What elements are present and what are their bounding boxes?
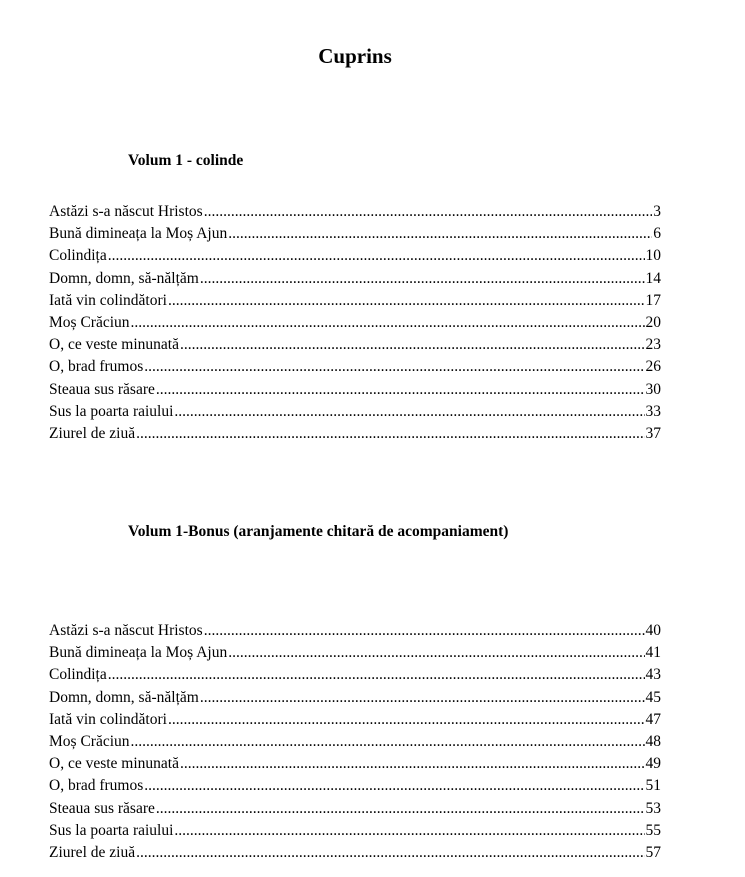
toc-entry-page-number: 33 bbox=[645, 402, 661, 420]
toc-entry bbox=[49, 644, 661, 666]
toc-entry-title: O, ce veste minunată bbox=[49, 755, 179, 773]
toc-entry bbox=[49, 403, 661, 425]
dot-leader bbox=[180, 336, 645, 354]
dot-leader bbox=[228, 644, 644, 662]
toc-entry-page-number: 23 bbox=[645, 336, 661, 354]
toc-entry-title: Sus la poarta raiului bbox=[49, 402, 174, 420]
toc-entry-page-number: 57 bbox=[645, 843, 661, 861]
toc-list-volum-1 bbox=[49, 203, 661, 447]
toc-entry bbox=[49, 314, 661, 336]
toc-entry-page-number: 41 bbox=[645, 644, 661, 662]
toc-entry bbox=[49, 666, 661, 688]
toc-entry-page-number: 45 bbox=[645, 688, 661, 706]
section-heading-volum-1: Volum 1 - colinde bbox=[128, 152, 244, 169]
dot-leader bbox=[144, 777, 644, 795]
toc-entry-title: Astăzi s-a născut Hristos bbox=[49, 203, 203, 220]
dot-leader bbox=[131, 314, 645, 332]
dot-leader bbox=[204, 203, 653, 221]
toc-entry bbox=[49, 292, 661, 314]
toc-entry bbox=[49, 800, 661, 822]
toc-entry-page-number: 43 bbox=[645, 666, 661, 684]
toc-entry-page-number: 10 bbox=[645, 247, 661, 265]
toc-entry-title: Domn, domn, să-nălțăm bbox=[49, 688, 199, 706]
toc-entry bbox=[49, 336, 661, 358]
toc-entry-page-number: 30 bbox=[645, 380, 661, 398]
toc-entry-page-number: 53 bbox=[645, 799, 661, 817]
toc-entry-page-number: 6 bbox=[653, 225, 661, 243]
toc-entry-title: Bună dimineața la Moș Ajun bbox=[49, 225, 228, 243]
toc-entry bbox=[49, 844, 661, 866]
toc-entry-page-number: 17 bbox=[645, 291, 661, 309]
toc-entry bbox=[49, 622, 661, 644]
toc-entry bbox=[49, 755, 661, 777]
toc-entry-title: O, brad frumos bbox=[49, 358, 144, 376]
page-title: Cuprins bbox=[318, 44, 392, 68]
dot-leader bbox=[136, 844, 644, 862]
toc-entry-title: Colindița bbox=[49, 247, 107, 265]
toc-entry bbox=[49, 358, 661, 380]
toc-entry-title: Iată vin colindători bbox=[49, 291, 167, 309]
toc-entry-page-number: 55 bbox=[645, 821, 661, 839]
toc-entry bbox=[49, 711, 661, 733]
toc-entry bbox=[49, 733, 661, 755]
toc-entry-title: O, brad frumos bbox=[49, 777, 144, 795]
toc-entry-page-number: 47 bbox=[645, 710, 661, 728]
toc-entry-page-number: 48 bbox=[645, 732, 661, 750]
toc-entry bbox=[49, 425, 661, 447]
toc-entry bbox=[49, 203, 661, 225]
toc-entry-title: Astăzi s-a născut Hristos bbox=[49, 622, 203, 639]
dot-leader bbox=[136, 425, 644, 443]
dot-leader bbox=[168, 711, 645, 729]
toc-entry bbox=[49, 247, 661, 269]
toc-entry-title: Moș Crăciun bbox=[49, 732, 130, 750]
toc-entry-page-number: 26 bbox=[645, 358, 661, 376]
dot-leader bbox=[144, 358, 644, 376]
dot-leader bbox=[228, 225, 652, 243]
section-heading-volum-1-bonus: Volum 1-Bonus (aranjamente chitară de acompaniament) bbox=[128, 523, 509, 540]
dot-leader bbox=[200, 689, 645, 707]
dot-leader bbox=[131, 733, 645, 751]
toc-entry-page-number: 37 bbox=[645, 424, 661, 442]
toc-entry-title: Steaua sus răsare bbox=[49, 799, 155, 817]
toc-entry-page-number: 40 bbox=[645, 622, 661, 639]
toc-entry-page-number: 49 bbox=[645, 755, 661, 773]
toc-entry-page-number: 3 bbox=[653, 203, 661, 220]
toc-entry-title: Domn, domn, să-nălțăm bbox=[49, 269, 199, 287]
toc-entry-title: Iată vin colindători bbox=[49, 710, 167, 728]
dot-leader bbox=[180, 755, 645, 773]
toc-entry bbox=[49, 822, 661, 844]
toc-entry-title: Ziurel de ziuă bbox=[49, 843, 136, 861]
dot-leader bbox=[174, 403, 644, 421]
dot-leader bbox=[156, 381, 645, 399]
dot-leader bbox=[204, 622, 645, 640]
toc-entry-title: Ziurel de ziuă bbox=[49, 424, 136, 442]
dot-leader bbox=[108, 247, 645, 265]
dot-leader bbox=[174, 822, 644, 840]
toc-entry-page-number: 20 bbox=[645, 313, 661, 331]
toc-entry-title: Sus la poarta raiului bbox=[49, 821, 174, 839]
toc-entry-page-number: 14 bbox=[645, 269, 661, 287]
toc-entry-title: O, ce veste minunată bbox=[49, 336, 179, 354]
toc-entry-title: Colindița bbox=[49, 666, 107, 684]
toc-entry-title: Bună dimineața la Moș Ajun bbox=[49, 644, 228, 662]
dot-leader bbox=[108, 666, 645, 684]
toc-entry-title: Moș Crăciun bbox=[49, 313, 130, 331]
toc-list-volum-1-bonus bbox=[49, 622, 661, 866]
toc-entry-page-number: 51 bbox=[645, 777, 661, 795]
dot-leader bbox=[156, 800, 645, 818]
toc-entry bbox=[49, 381, 661, 403]
toc-entry-title: Steaua sus răsare bbox=[49, 380, 155, 398]
toc-entry bbox=[49, 270, 661, 292]
dot-leader bbox=[168, 292, 645, 310]
toc-entry bbox=[49, 689, 661, 711]
dot-leader bbox=[200, 270, 645, 288]
toc-entry bbox=[49, 225, 661, 247]
toc-entry bbox=[49, 777, 661, 799]
